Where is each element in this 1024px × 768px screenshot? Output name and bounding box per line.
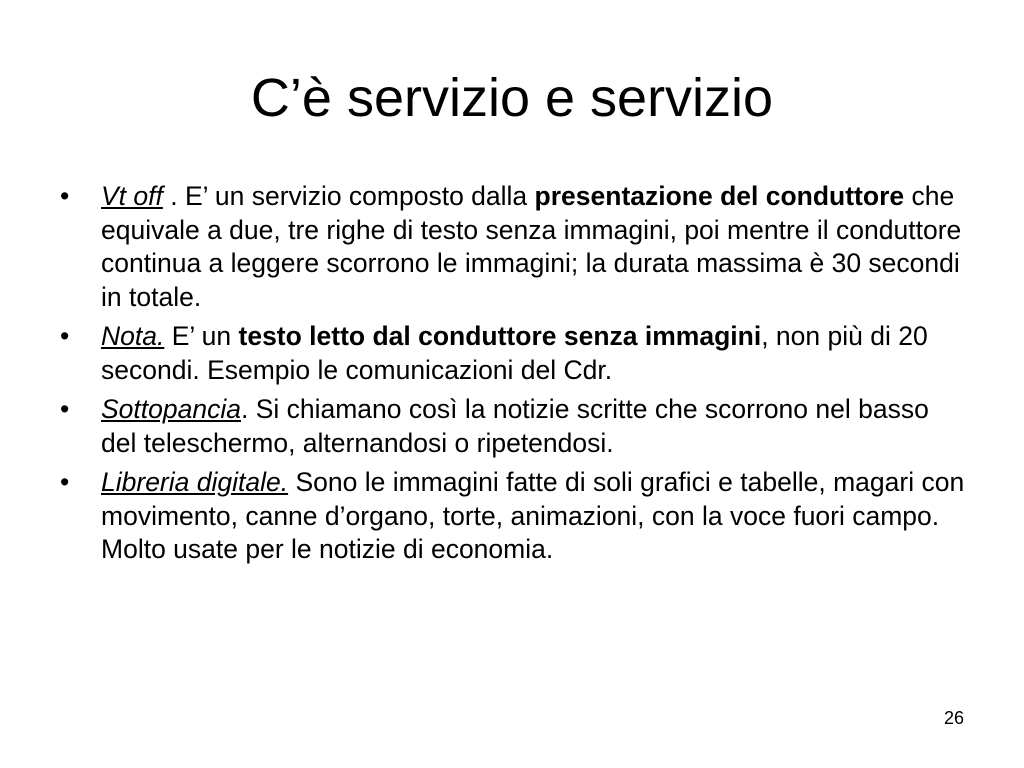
bullet-term: Nota. bbox=[101, 321, 165, 351]
slide-title: C’è servizio e servizio bbox=[250, 68, 774, 128]
bullet-dot-icon: • bbox=[60, 321, 70, 351]
bullet-text: . E’ un servizio composto dalla bbox=[162, 181, 535, 211]
bullet-text: Sono le immagini fatte di soli grafici e tabelle, magari con movimento, canne d’organo, torte, animazioni, con la voce fuori campo. Molto usate per le notizie di economia. bbox=[101, 467, 965, 564]
bullet-dot-icon: • bbox=[60, 394, 70, 424]
bullet-text: . Si chiamano così la notizie scritte che scorrono nel basso del teleschermo, alternandosi o ripetendosi. bbox=[101, 394, 929, 458]
bullet-term: Vt off bbox=[101, 181, 163, 211]
bullet-item-vt-off bbox=[60, 180, 970, 314]
bullet-term: Libreria digitale. bbox=[101, 467, 289, 497]
bullet-dot-icon: • bbox=[60, 181, 70, 211]
bullet-bold-text: presentazione del conduttore bbox=[534, 181, 905, 211]
bullet-text-cont: , non più di 20 secondi. Esempio le comunicazioni del Cdr. bbox=[101, 321, 928, 385]
bullet-text: E’ un bbox=[164, 321, 239, 351]
bullet-dot-icon: • bbox=[60, 467, 70, 497]
bullet-item-sottopancia bbox=[60, 393, 970, 460]
bullet-text-cont: che equivale a due, tre righe di testo senza immagini, poi mentre il conduttore continua a leggere scorrono le immagini; la durata massima è 30 secondi in totale. bbox=[101, 181, 962, 312]
bullet-item-nota bbox=[60, 320, 970, 387]
page-number: 26 bbox=[943, 708, 964, 728]
bullet-list bbox=[60, 180, 970, 573]
bullet-term: Sottopancia bbox=[101, 394, 241, 424]
bullet-bold-text: testo letto dal conduttore senza immagini bbox=[238, 321, 762, 351]
bullet-item-libreria-digitale bbox=[60, 466, 970, 567]
